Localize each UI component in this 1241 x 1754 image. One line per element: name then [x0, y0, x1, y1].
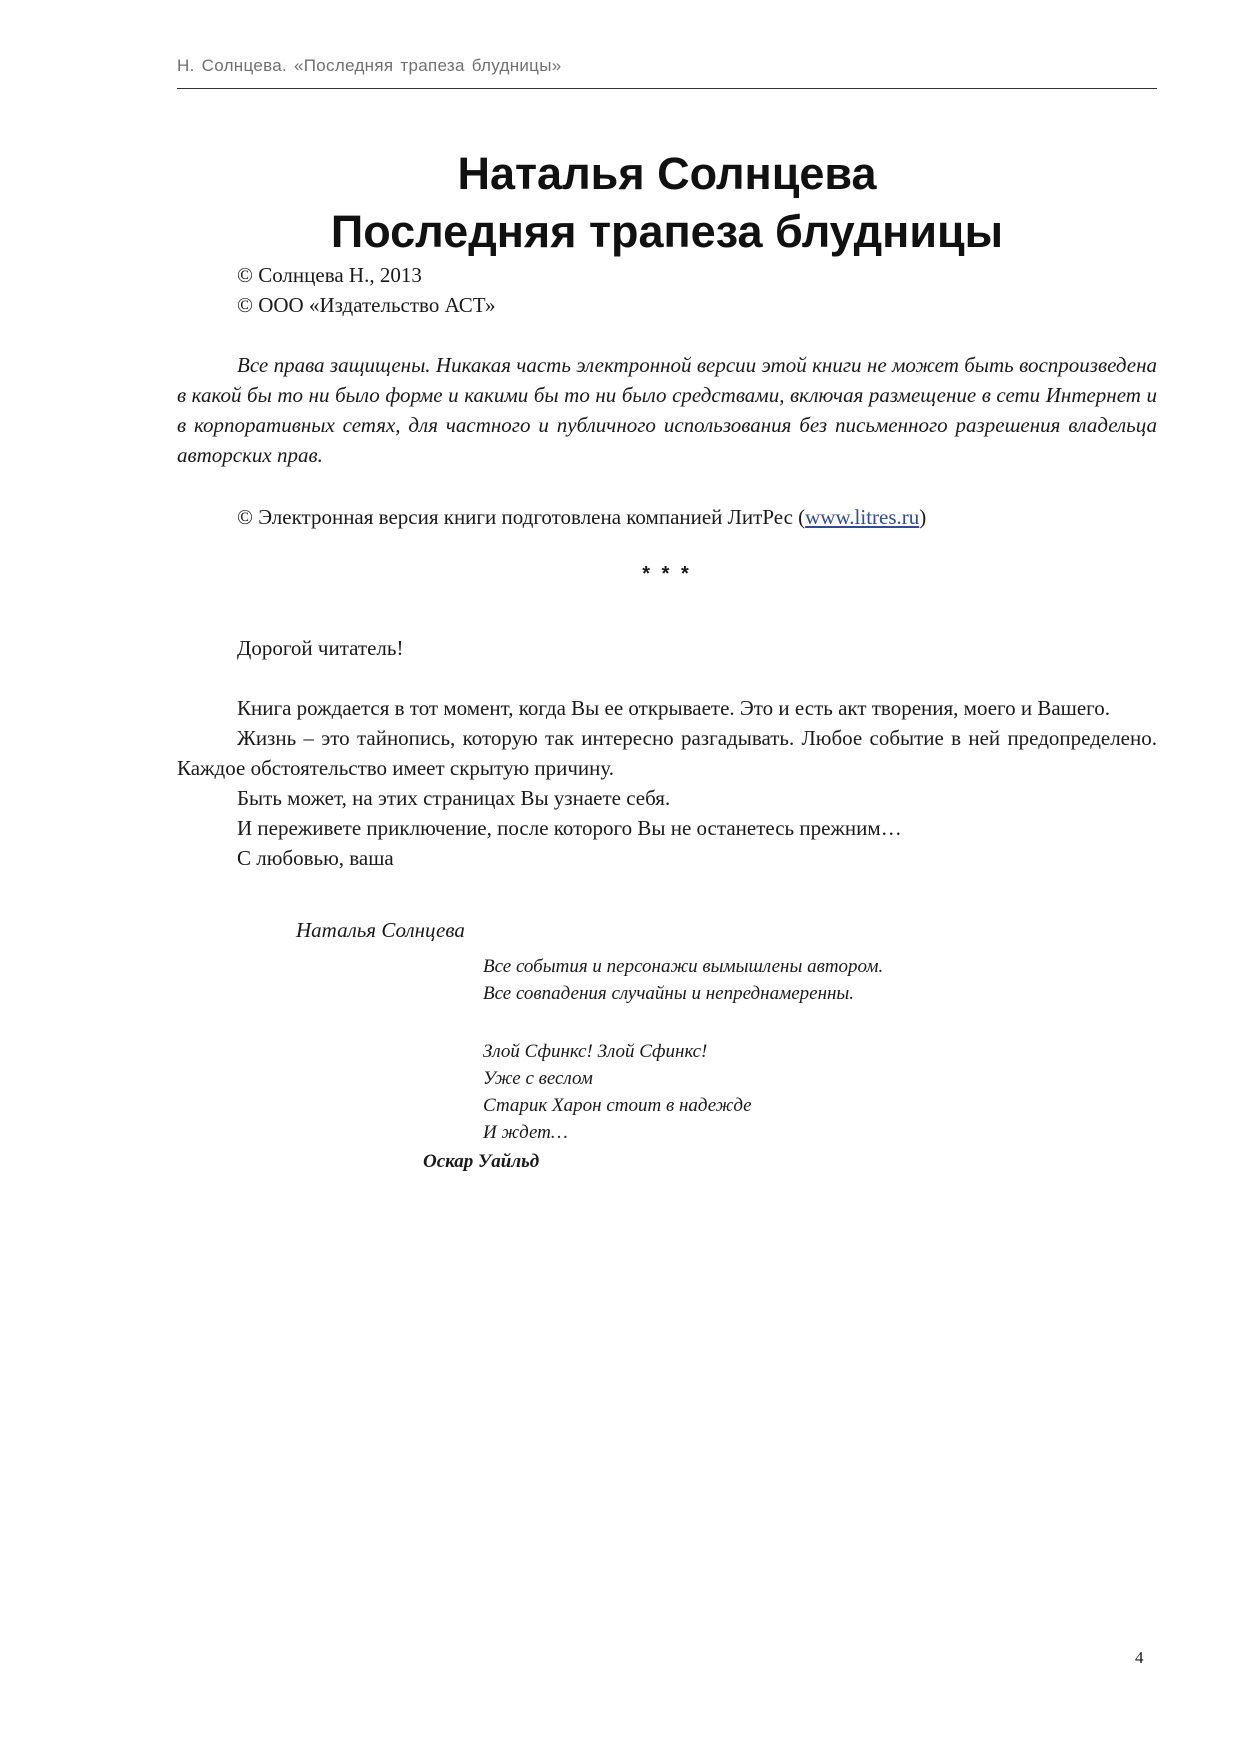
greeting: Дорогой читатель! — [237, 636, 404, 660]
litres-notice — [177, 502, 1157, 532]
disclaimer-line: Все события и персонажи вымышлены автором. — [483, 956, 884, 977]
letter-signature: Наталья Солнцева — [296, 918, 465, 942]
epigraph-line: Уже с веслом — [483, 1068, 593, 1089]
copyright-block — [177, 260, 1157, 320]
letter-paragraph: Жизнь – это тайнопись, которую так интересно разгадывать. Любое событие в ней предопределено. Каждое обстоятельство имеет скрытую причину. — [177, 726, 1157, 780]
epigraph — [483, 1038, 752, 1146]
disclaimer-line: Все совпадения случайны и непреднамеренны. — [483, 983, 855, 1004]
fiction-disclaimer — [483, 953, 883, 1007]
header-rule — [177, 88, 1157, 89]
running-header: Н. Солнцева. «Последняя трапеза блудницы» — [177, 56, 562, 75]
copyright-line: © ООО «Издательство АСТ» — [237, 293, 496, 317]
section-separator: * * * — [642, 563, 692, 585]
page-number: 4 — [1135, 1648, 1144, 1667]
book-title-block — [177, 145, 1157, 261]
litres-text-before: © Электронная версия книги подготовлена компанией ЛитРес ( — [237, 505, 806, 529]
letter-paragraph: И переживете приключение, после которого Вы не останетесь прежним… — [237, 816, 902, 840]
title-author: Наталья Солнцева — [457, 148, 877, 199]
title-book: Последняя трапеза блудницы — [330, 206, 1004, 257]
copyright-line: © Солнцева Н., 2013 — [237, 263, 422, 287]
letter-paragraph: Книга рождается в тот момент, когда Вы ее открываете. Это и есть акт творения, моего и Вашего. — [237, 696, 1111, 720]
epigraph-line: Старик Харон стоит в надежде — [483, 1095, 752, 1116]
litres-text-after: ) — [919, 505, 927, 529]
epigraph-author: Оскар Уайльд — [423, 1151, 540, 1172]
litres-link[interactable]: www.litres.ru — [805, 505, 920, 529]
letter-paragraph: С любовью, ваша — [237, 846, 394, 870]
epigraph-line: Злой Сфинкс! Злой Сфинкс! — [483, 1041, 708, 1062]
letter-body — [177, 693, 1157, 873]
letter-paragraph: Быть может, на этих страницах Вы узнаете себя. — [237, 786, 671, 810]
epigraph-line: И ждет… — [483, 1122, 568, 1143]
rights-notice: Все права защищены. Никакая часть электронной версии этой книги не может быть воспроизведена в какой бы то ни было форме и какими бы то ни было средствами, включая размещение в сети Интернет и в корпоративных сетях, для частного и публичного использования без письменного разрешения владельца авторских прав. — [177, 353, 1157, 467]
